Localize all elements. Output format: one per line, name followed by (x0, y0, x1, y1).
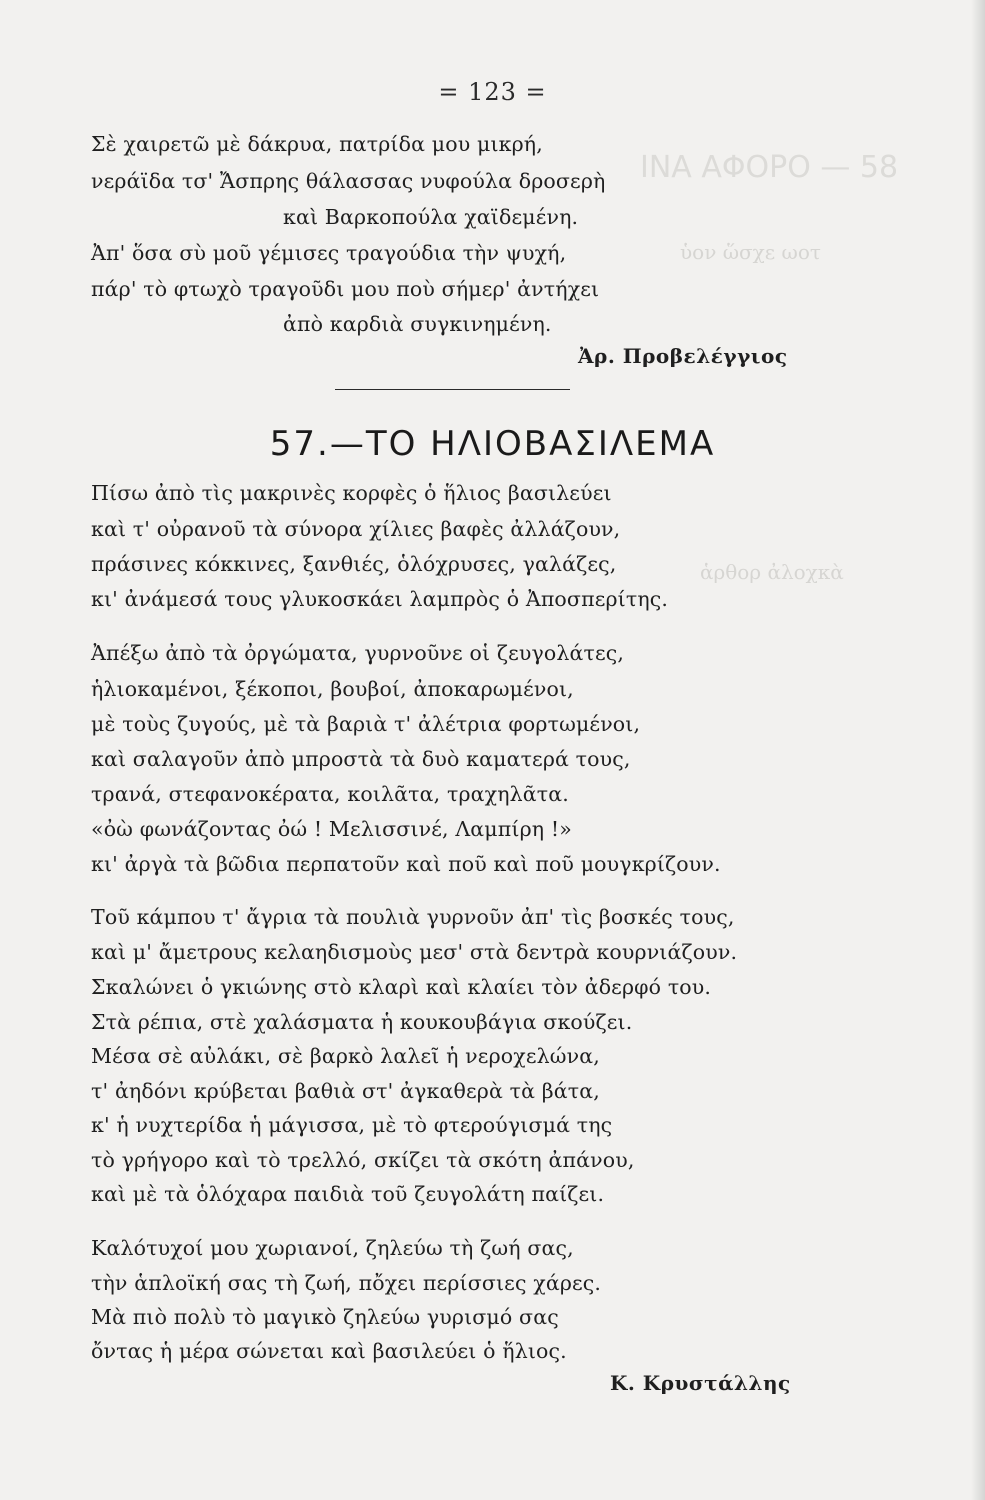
poem-one-line: πάρ' τὸ φτωχὸ τραγοῦδι μου ποὺ σήμερ' ἀντήχει (91, 277, 600, 301)
stanza-3-line: τ' ἀηδόνι κρύβεται βαθιὰ στ' ἀγκαθερὰ τὰ βάτα, (91, 1079, 600, 1103)
poem-one-line: Σὲ χαιρετῶ μὲ δάκρυα, πατρίδα μου μικρή, (91, 132, 543, 156)
stanza-2-line: καὶ σαλαγοῦν ἀπὸ μπροστὰ τὰ δυὸ καματερά τους, (91, 747, 631, 771)
section-divider (335, 389, 570, 390)
poem-one-author: Ἀρ. Προβελέγγιος (578, 344, 788, 368)
poem-one-line: ἀπὸ καρδιὰ συγκινημένη. (283, 312, 552, 336)
stanza-4-line: τὴν ἁπλοϊκή σας τὴ ζωή, πὄχει περίσσιες χάρες. (91, 1271, 602, 1295)
page-edge-shadow (971, 0, 985, 1500)
stanza-2-line: τρανά, στεφανοκέρατα, κοιλᾶτα, τραχηλᾶτα. (91, 782, 569, 806)
stanza-2-line: μὲ τοὺς ζυγούς, μὲ τὰ βαριὰ τ' ἀλέτρια φορτωμένοι, (91, 712, 641, 736)
stanza-4-line: Καλότυχοί μου χωριανοί, ζηλεύω τὴ ζωή σας, (91, 1236, 574, 1260)
poem-two-author: Κ. Κρυστάλλης (610, 1371, 791, 1395)
show-through-heading: ΙΝΑ ΑΦΟΡΟ — 58 (640, 150, 899, 185)
stanza-3-line: καὶ μ' ἄμετρους κελαηδισμοὺς μεσ' στὰ δεντρὰ κουρνιάζουν. (91, 940, 738, 964)
stanza-4-line: Μὰ πιὸ πολὺ τὸ μαγικὸ ζηλεύω γυρισμό σας (91, 1305, 559, 1329)
stanza-3-line: τὸ γρήγορο καὶ τὸ τρελλό, σκίζει τὰ σκότη ἀπάνου, (91, 1148, 635, 1172)
stanza-3-line: Σκαλώνει ὁ γκιώνης στὸ κλαρὶ καὶ κλαίει τὸν ἀδερφό του. (91, 975, 712, 999)
stanza-2-line: ἡλιοκαμένοι, ξέκοποι, βουβοί, ἀποκαρωμένοι, (91, 677, 574, 701)
stanza-3-line: Μέσα σὲ αὐλάκι, σὲ βαρκὸ λαλεῖ ἡ νεροχελώνα, (91, 1044, 600, 1068)
stanza-2-line: «ὀὼ φωνάζοντας ὀώ ! Μελισσινέ, Λαμπίρη !» (91, 817, 572, 841)
poem-one-line: καὶ Βαρκοπούλα χαϊδεμένη. (283, 205, 579, 229)
stanza-2-line: Ἀπέξω ἀπὸ τὰ ὀργώματα, γυρνοῦνε οἱ ζευγολάτες, (91, 641, 625, 665)
stanza-3-line: Στὰ ρέπια, στὲ χαλάσματα ἡ κουκουβάγια σκούζει. (91, 1010, 633, 1034)
stanza-3-line: κ' ἡ νυχτερίδα ἡ μάγισσα, μὲ τὸ φτερούγισμά της (91, 1113, 613, 1137)
poem-one-line: νεράϊδα τσ' Ἄσπρης θάλασσας νυφούλα δροσερὴ (91, 169, 606, 193)
stanza-1-line: κι' ἀνάμεσά τους γλυκοσκάει λαμπρὸς ὁ Ἀποσπερίτης. (91, 587, 669, 611)
show-through-text: ὑον ὥσχε ωοτ (680, 240, 821, 264)
stanza-4-line: ὄντας ἡ μέρα σώνεται καὶ βασιλεύει ὁ ἥλιος. (91, 1339, 567, 1363)
page-number: = 123 = (438, 78, 547, 106)
poem-one-line: Ἀπ' ὅσα σὺ μοῦ γέμισες τραγούδια τὴν ψυχή, (91, 241, 567, 265)
poem-title: 57.—ΤΟ ΗΛΙΟΒΑΣΙΛΕΜΑ (269, 424, 716, 464)
show-through-text: ἁρθορ ἀλοχκὰ (700, 560, 844, 584)
stanza-1-line: πράσινες κόκκινες, ξανθιές, ὁλόχρυσες, γαλάζες, (91, 552, 617, 576)
stanza-1-line: καὶ τ' οὐρανοῦ τὰ σύνορα χίλιες βαφὲς ἀλλάζουν, (91, 517, 621, 541)
stanza-1-line: Πίσω ἀπὸ τὶς μακρινὲς κορφὲς ὁ ἥλιος βασιλεύει (91, 481, 612, 505)
stanza-3-line: καὶ μὲ τὰ ὁλόχαρα παιδιὰ τοῦ ζευγολάτη παίζει. (91, 1182, 605, 1206)
stanza-2-line: κι' ἀργὰ τὰ βῶδια περπατοῦν καὶ ποῦ καὶ ποῦ μουγκρίζουν. (91, 852, 721, 876)
stanza-3-line: Τοῦ κάμπου τ' ἄγρια τὰ πουλιὰ γυρνοῦν ἀπ' τὶς βοσκές τους, (91, 905, 735, 929)
